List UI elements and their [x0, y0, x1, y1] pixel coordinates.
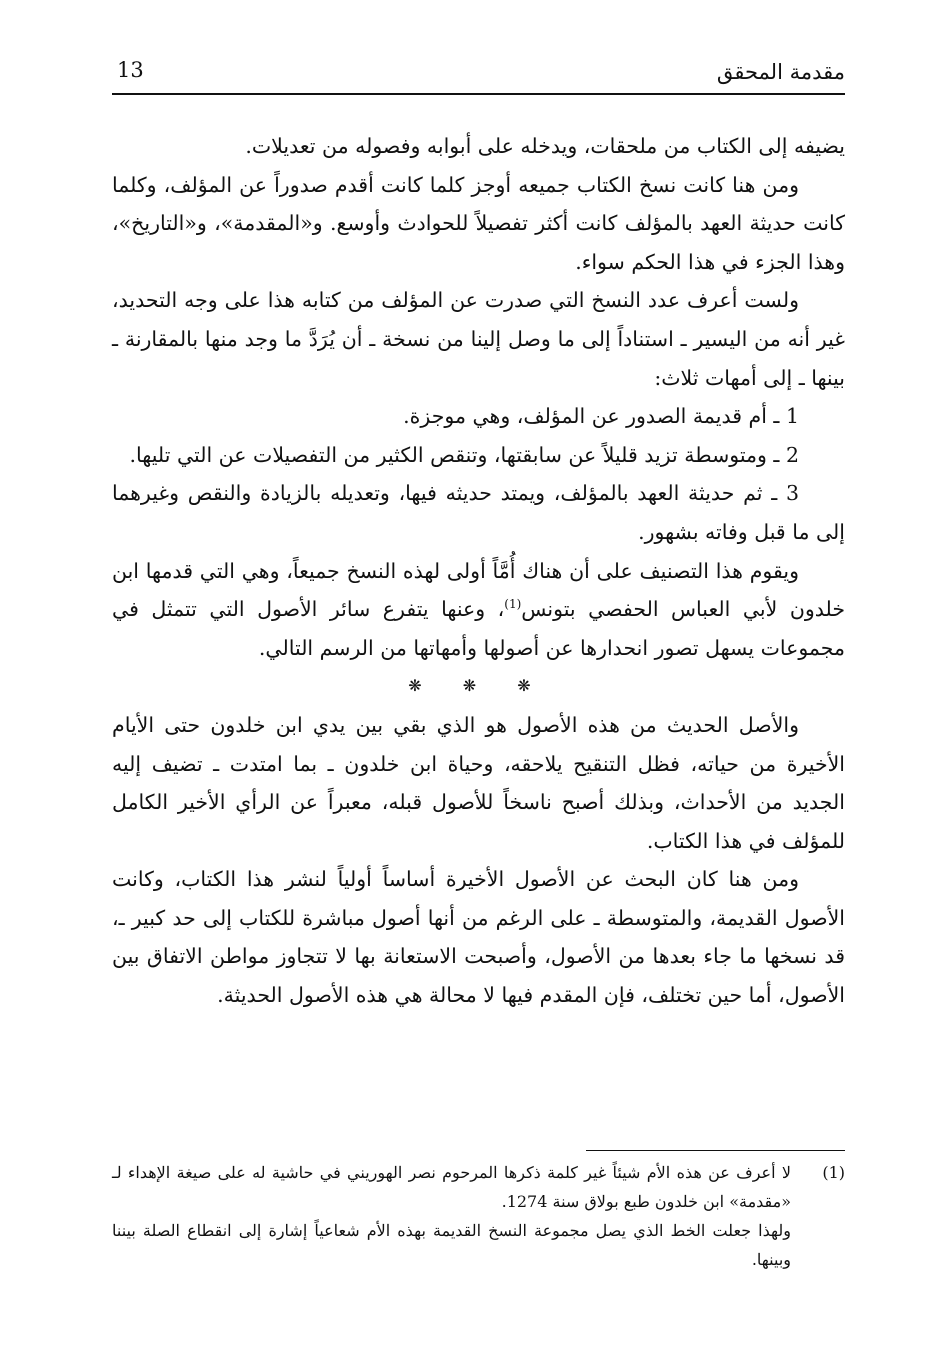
paragraph-text: ، وعنها يتفرع سائر الأصول التي تتمثل في مجموعات يسهل تصور انحدارها عن أصولها وأمهاتها من الرسم التالي. — [112, 597, 845, 660]
running-head: مقدمة المحقق — [716, 60, 845, 84]
list-item: 2 ـ ومتوسطة تزيد قليلاً عن سابقتها، وتنقص الكثير من التفصيلات عن التي تليها. — [129, 442, 799, 467]
footnote — [112, 1158, 845, 1274]
paragraph: ومن هنا كان البحث عن الأصول الأخيرة أساساً أولياً لنشر هذا الكتاب، وكانت الأصول القديمة، والمتوسطة ـ على الرغم من أنها أصول مباشرة للكتاب إلى حد كبير ـ، قد نسخها ما جاء بعدها من الأصول، وأصبحت الاستعانة بها لا تتجاوز مواطن الاتفاق بين الأصول، أما حين تختلف، فإن المقدم فيها لا محالة هي هذه الأصول الحديثة. — [112, 867, 845, 1008]
page-number: 13 — [117, 58, 144, 82]
footnote-ref: (1) — [504, 597, 522, 612]
footnote-rule — [586, 1150, 845, 1151]
footnote-body — [112, 1158, 791, 1274]
paragraph: ولست أعرف عدد النسخ التي صدرت عن المؤلف من كتابه هذا على وجه التحديد، غير أنه من اليسير ـ استناداً إلى ما وصل إلينا من نسخة ـ أن يُرَدَّ ما وجد منها بالمقارنة ـ بينها ـ إلى أمهات ثلاث: — [112, 288, 845, 390]
paragraph: والأصل الحديث من هذه الأصول هو الذي بقي بين يدي ابن خلدون حتى الأيام الأخيرة من حياته، فظل التنقيح يلاحقه، وحياة ابن خلدون ـ بما امتدت ـ تضيف إليه الجديد من الأحداث، وبذلك أصبح ناسخاً للأصول قبله، معبراً عن الرأي الأخير الكامل للمؤلف في هذا الكتاب. — [112, 712, 845, 853]
paragraph-text: ويقوم هذا التصنيف على أن هناك أُمَّاً أولى لهذه النسخ جميعاً، وهي التي قدمها ابن خلدون لأبي العباس الحفصي بتونس — [112, 558, 845, 622]
footnote-text: لا أعرف عن هذه الأم شيئاً غير كلمة ذكرها المرحوم نصر الهوريني في حاشية له على صيغة الإهداء لـ «مقدمة» ابن خلدون طبع بولاق سنة 1274. — [112, 1163, 791, 1211]
section-ornament: ❋ ❋ ❋ — [408, 676, 549, 696]
footnote-text: ولهذا جعلت الخط الذي يصل مجموعة النسخ القديمة بهذه الأم شعاعياً إشارة إلى انقطاع الصلة بيننا وبينها. — [112, 1221, 791, 1269]
paragraph: ومن هنا كانت نسخ الكتاب جميعه أوجز كلما كانت أقدم صدوراً عن المؤلف، وكلما كانت حديثة العهد بالمؤلف كانت أكثر تفصيلاً للحوادث وأوسع. و«المقدمة»، و«التاريخ»، وهذا الجزء في هذا الحكم سواء. — [112, 172, 845, 274]
main-text — [112, 127, 845, 1015]
footnote-marker: (1) — [822, 1163, 845, 1182]
list-item: 1 ـ أم قديمة الصدور عن المؤلف، وهي موجزة. — [403, 404, 799, 429]
paragraph — [112, 552, 845, 668]
list-item: 3 ـ ثم حديثة العهد بالمؤلف، ويمتد حديثه فيها، وتعديله بالزيادة والنقص وغيرهما إلى ما قبل وفاته بشهور. — [112, 481, 845, 544]
header-rule — [112, 93, 845, 95]
paragraph-continuation: يضيفه إلى الكتاب من ملحقات، ويدخله على أبوابه وفصوله من تعديلات. — [245, 134, 845, 158]
footnotes — [112, 1158, 845, 1274]
